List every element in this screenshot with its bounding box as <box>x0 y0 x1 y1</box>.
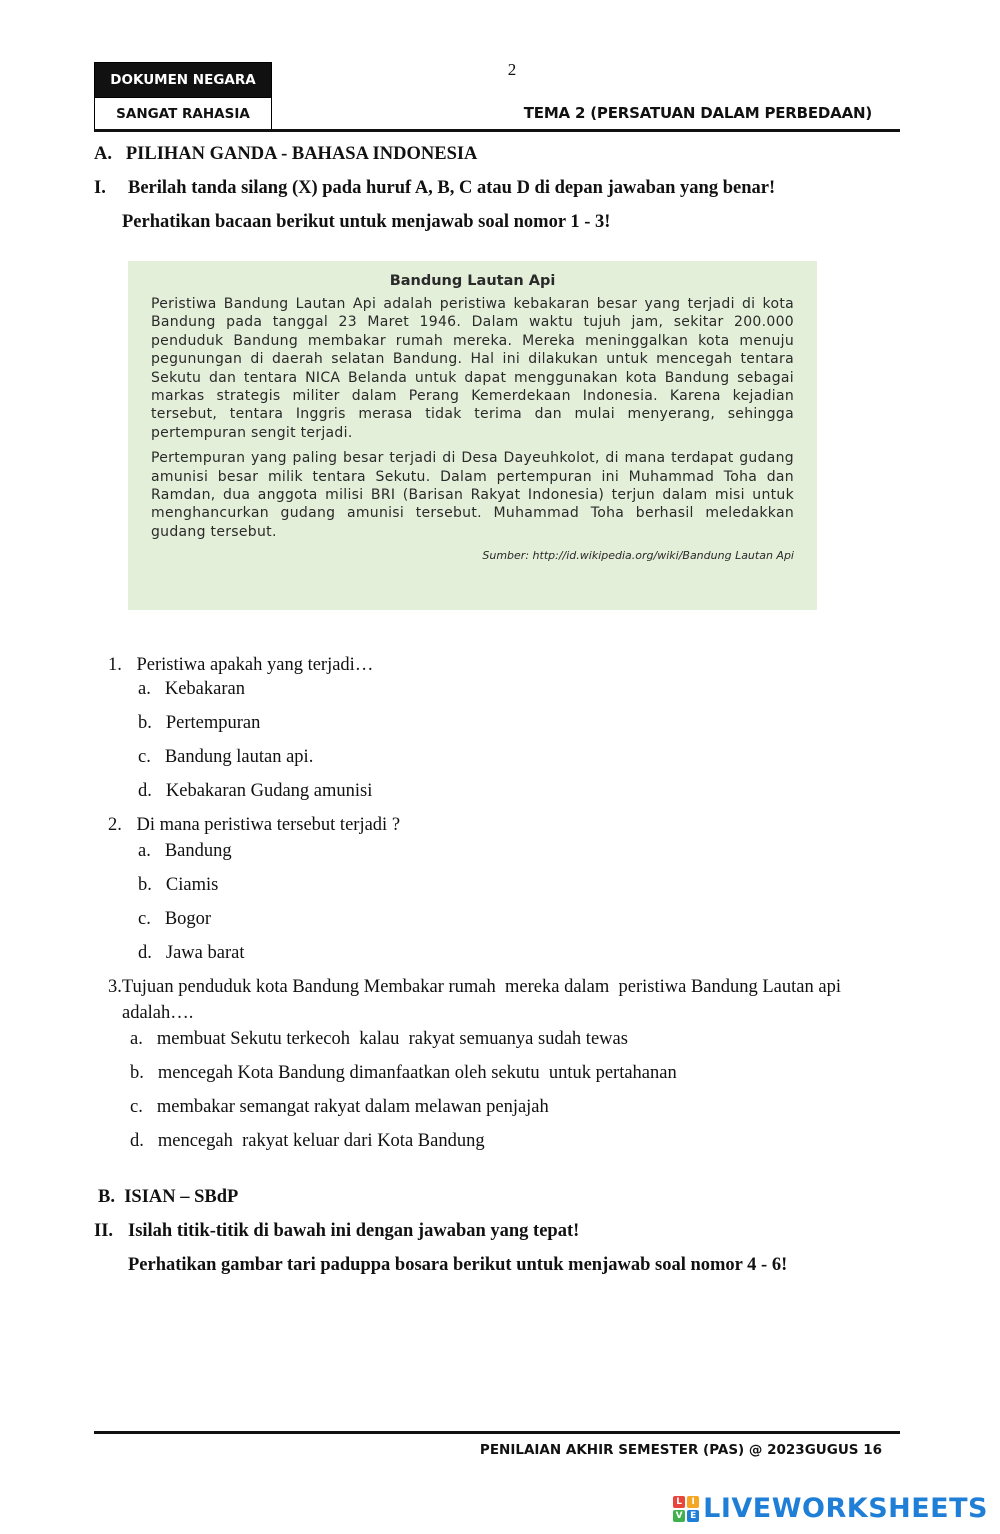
option-letter: d. <box>130 1131 144 1151</box>
reading-passage <box>128 261 817 610</box>
option-letter: d. <box>138 943 152 963</box>
section-b-instruction-num: II. <box>94 1221 114 1241</box>
logo-square: V <box>673 1510 685 1522</box>
option-text: mencegah Kota Bandung dimanfaatkan oleh sekutu untuk pertahanan <box>157 1063 677 1083</box>
q1-option-c[interactable] <box>138 747 313 768</box>
question-number: 2. <box>108 815 122 835</box>
footer-rule <box>94 1431 900 1434</box>
option-text: mencegah rakyat keluar dari Kota Bandung <box>157 1131 485 1151</box>
section-a-note: Perhatikan bacaan berikut untuk menjawab soal nomor 1 - 3! <box>122 212 611 232</box>
option-letter: c. <box>138 747 151 767</box>
logo-square: I <box>687 1496 699 1508</box>
liveworksheets-wordmark: LIVEWORKSHEETS <box>703 1493 988 1524</box>
option-letter: c. <box>138 909 151 929</box>
q2-option-d[interactable] <box>138 943 244 964</box>
passage-paragraph-2: Pertempuran yang paling besar terjadi di Desa Dayeuhkolot, di mana terdapat gudang amunisi besar milik tentara Sekutu. Dalam pertempuran ini Muhammad Toha dan Ramdan, dua anggota milisi BRI (Barisan Rakyat Indonesia) terjun dalam misi untuk menghancurkan gudang amunisi tersebut. Muhammad Toha berhasil meledakkan gudang tersebut. <box>151 450 794 540</box>
question-3 <box>108 977 841 998</box>
section-b-heading: B. ISIAN – SBdP <box>98 1187 239 1207</box>
liveworksheets-brand[interactable] <box>673 1493 988 1524</box>
option-letter: a. <box>130 1029 143 1049</box>
logo-square: E <box>687 1510 699 1522</box>
q1-option-a[interactable] <box>138 679 245 700</box>
option-text: membuat Sekutu terkecoh kalau rakyat semuanya sudah tewas <box>156 1029 628 1049</box>
q2-option-a[interactable] <box>138 841 232 862</box>
section-b-instruction: Isilah titik-titik di bawah ini dengan jawaban yang tepat! <box>128 1221 580 1241</box>
option-letter: b. <box>138 713 152 733</box>
option-letter: b. <box>130 1063 144 1083</box>
section-a-heading: A. PILIHAN GANDA - BAHASA INDONESIA <box>94 144 478 164</box>
option-letter: d. <box>138 781 152 801</box>
q2-option-b[interactable] <box>138 875 218 896</box>
option-text: Bandung lautan api. <box>164 747 314 767</box>
question-number: 3. <box>108 977 122 997</box>
question-text: Peristiwa apakah yang terjadi… <box>136 655 374 675</box>
option-text: Bogor <box>164 909 212 929</box>
option-letter: a. <box>138 679 151 699</box>
passage-paragraph-1: Peristiwa Bandung Lautan Api adalah peristiwa kebakaran besar yang terjadi di kota Bandung pada tanggal 23 Maret 1946. Dalam waktu tujuh jam, sekitar 200.000 penduduk Bandung membakar rumah mereka. Mereka meninggalkan kota menuju pegunungan di daerah selatan Bandung. Hal ini dilakukan untuk mencegah tentara Sekutu dan tentara NICA Belanda untuk dapat menggunakan kota Bandung sebagai markas strategis militer dalam Perang Kemerdekaan Indonesia. Karena kejadian tersebut, tentara Inggris merasa tidak terima dan mulai menyerang, sehingga pertempuran sengit terjadi. <box>151 296 794 441</box>
option-text: Kebakaran <box>164 679 245 699</box>
option-letter: a. <box>138 841 151 861</box>
question-1 <box>108 655 373 676</box>
q3-option-c[interactable] <box>130 1097 549 1118</box>
passage-source: Sumber: http://id.wikipedia.org/wiki/Bandung Lautan Api <box>482 549 794 563</box>
section-a-instruction: Berilah tanda silang (X) pada huruf A, B, C atau D di depan jawaban yang benar! <box>128 178 776 198</box>
page-number: 2 <box>507 60 517 79</box>
option-text: Bandung <box>164 841 232 861</box>
q3-option-a[interactable] <box>130 1029 628 1050</box>
question-3-continuation: adalah…. <box>122 1003 194 1023</box>
option-text: Ciamis <box>165 875 219 895</box>
option-text: Pertempuran <box>165 713 261 733</box>
q3-option-d[interactable] <box>130 1131 485 1152</box>
footer-text: PENILAIAN AKHIR SEMESTER (PAS) @ 2023GUGUS 16 <box>479 1442 882 1458</box>
doc-label-box: DOKUMEN NEGARA <box>94 62 272 98</box>
header-rule <box>94 129 900 132</box>
q3-option-b[interactable] <box>130 1063 677 1084</box>
q1-option-d[interactable] <box>138 781 372 802</box>
question-number: 1. <box>108 655 122 675</box>
section-b-note: Perhatikan gambar tari paduppa bosara berikut untuk menjawab soal nomor 4 - 6! <box>128 1255 788 1275</box>
option-letter: b. <box>138 875 152 895</box>
q2-option-c[interactable] <box>138 909 211 930</box>
logo-square: L <box>673 1496 685 1508</box>
question-text: Tujuan penduduk kota Bandung Membakar rumah mereka dalam peristiwa Bandung Lautan api <box>121 977 841 997</box>
secret-label-box: SANGAT RAHASIA <box>94 97 272 131</box>
option-text: membakar semangat rakyat dalam melawan penjajah <box>156 1097 549 1117</box>
option-text: Jawa barat <box>165 943 245 963</box>
liveworksheets-logo-icon <box>673 1496 699 1522</box>
question-2 <box>108 815 400 836</box>
question-text: Di mana peristiwa tersebut terjadi ? <box>136 815 401 835</box>
tema-title: TEMA 2 (PERSATUAN DALAM PERBEDAAN) <box>523 104 872 122</box>
option-letter: c. <box>130 1097 143 1117</box>
option-text: Kebakaran Gudang amunisi <box>165 781 373 801</box>
passage-title: Bandung Lautan Api <box>389 273 556 289</box>
section-a-instruction-num: I. <box>94 178 106 198</box>
q1-option-b[interactable] <box>138 713 260 734</box>
